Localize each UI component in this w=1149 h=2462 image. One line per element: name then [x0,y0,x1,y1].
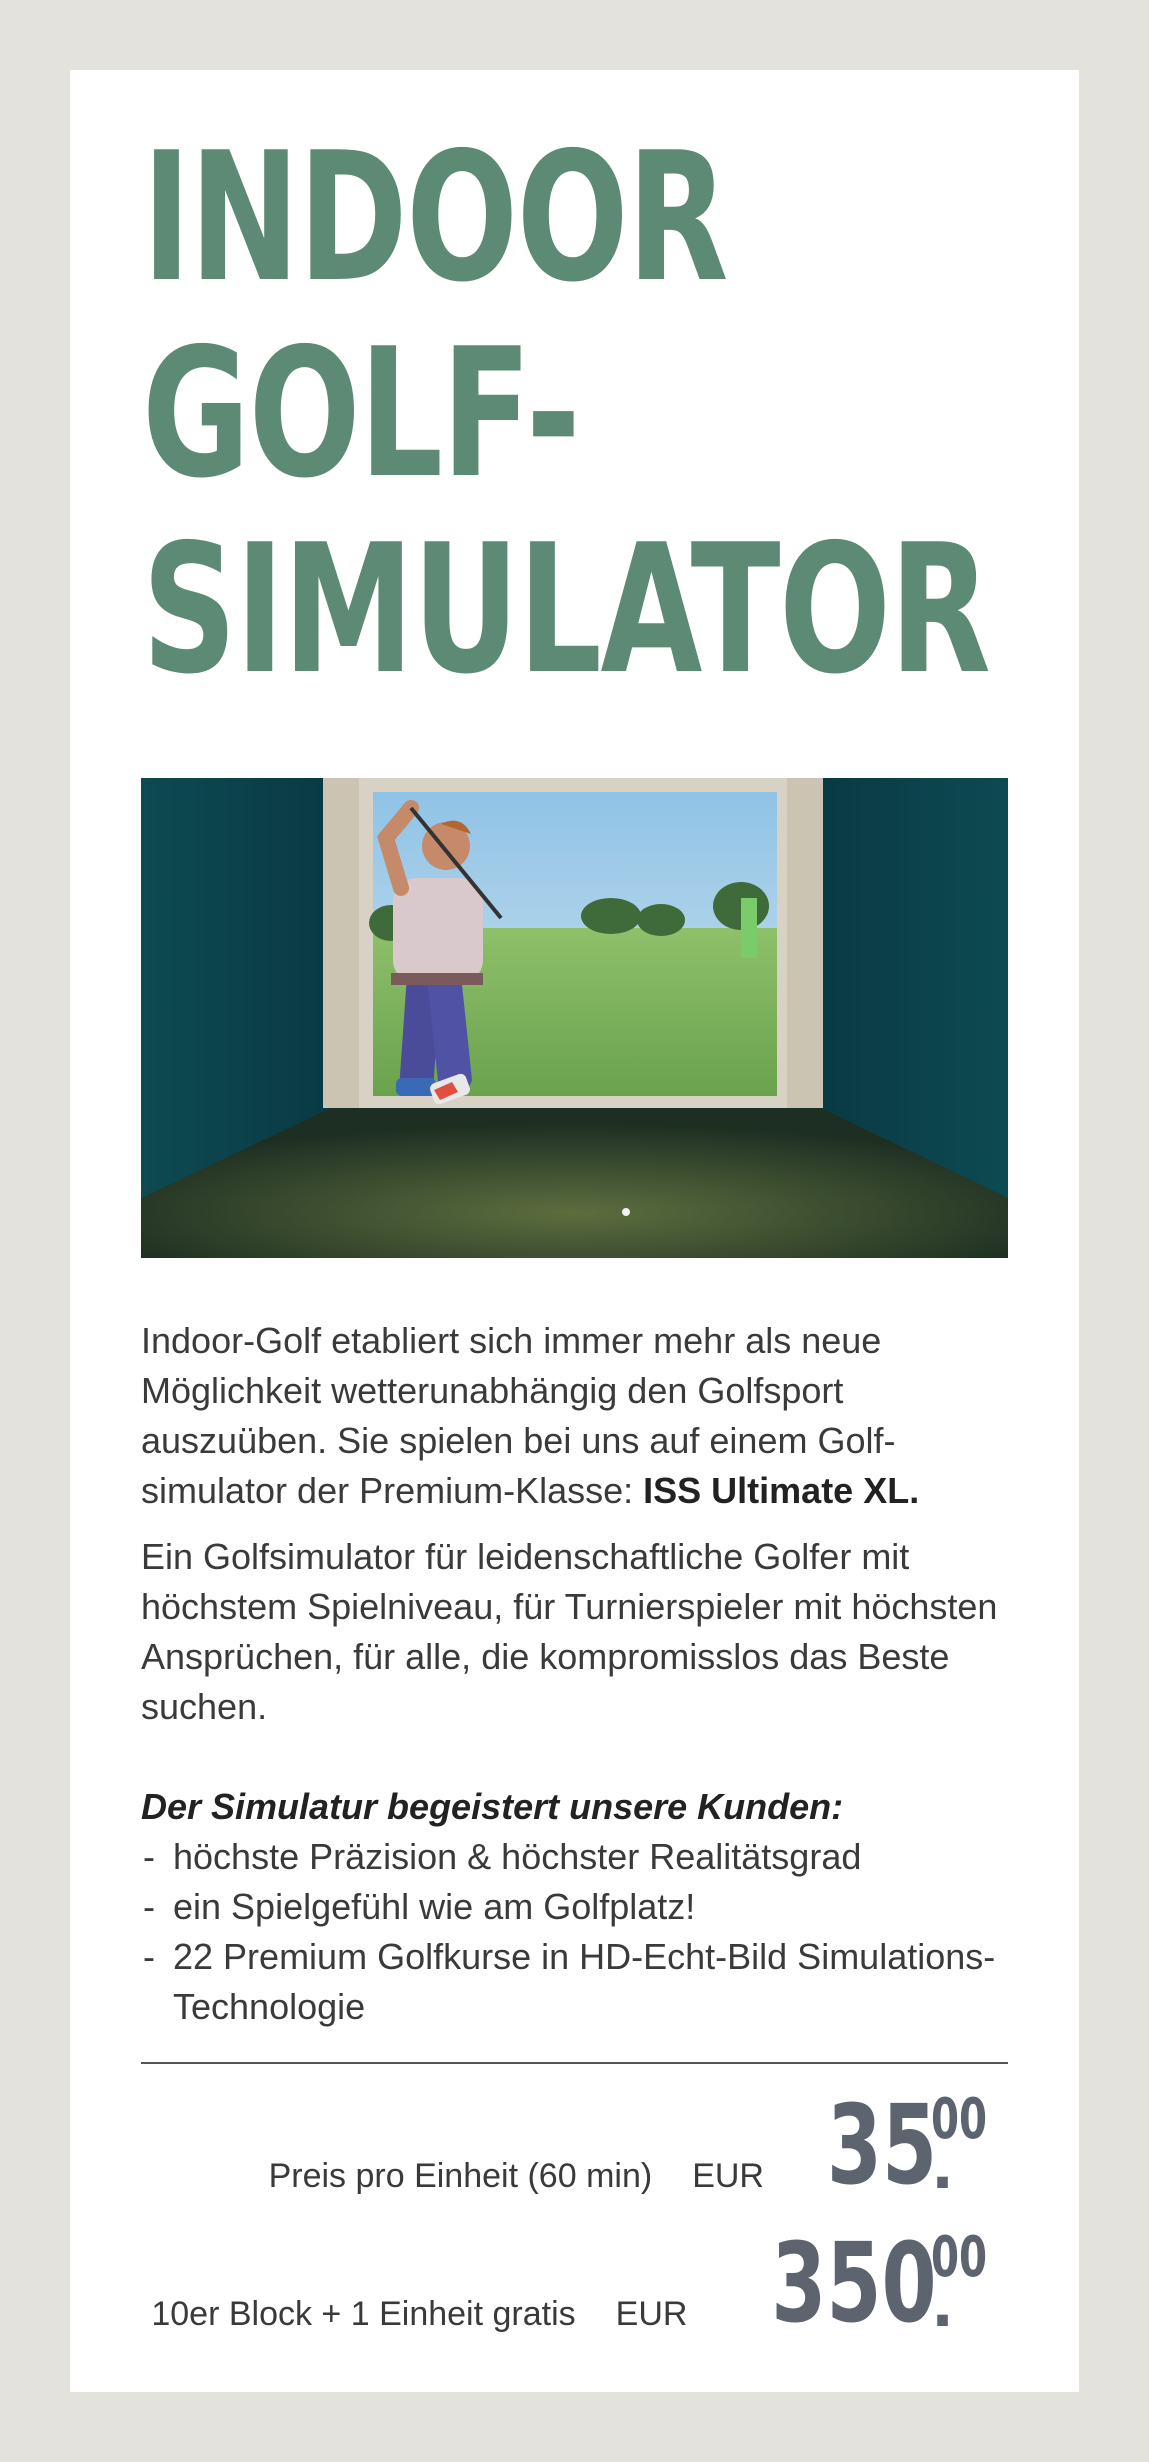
price-integer: 350 [771,2219,938,2347]
golf-simulator-illustration [141,778,1008,1258]
description-paragraph: Ein Golfsimulator für leidenschaftliche Golfer mit höchstem Spielniveau, für Turnierspieler mit höchsten Ansprüchen, für alle, die kompromisslos das Beste suchen. [141,1536,998,1727]
title-line: INDOOR [142,114,728,321]
features-heading: Der Simulatur begeistert unsere Kunden: [141,1786,844,1827]
list-item: - 22 Premium Golfkurse in HD-Echt-Bild Simulations-Technologie [141,1932,1021,2032]
flyer-card [70,70,1079,2392]
title-line: SIMULATOR [142,506,990,713]
intro-text: Indoor-Golf etabliert sich immer mehr als neue Möglichkeit wetterunabhängig den Golfsport auszuüben. Sie spielen bei uns auf einem Golf-simulator der Premium-Klasse: [141,1320,896,1511]
list-item: - höchste Präzision & höchster Realitätsgrad [141,1832,1021,1882]
price-currency: EUR [615,2295,688,2333]
golf-simulator-photo [141,778,1008,1258]
list-item: - ein Spielgefühl wie am Golfplatz! [141,1882,1021,1932]
price-currency: EUR [692,2157,764,2195]
price-decimals: 00 [931,2087,988,2152]
price-label: Preis pro Einheit (60 min) [268,2157,653,2195]
divider [141,2062,1008,2064]
price-dot: . [931,2271,954,2341]
intro-paragraph [141,1316,1021,1516]
price-row-block [151,2219,1009,2347]
page-title [142,114,1149,713]
price-decimals: 00 [931,2225,988,2290]
price-amount [707,2219,1009,2347]
price-integer: 35 [826,2081,938,2209]
features-list [141,1832,1021,2032]
price-row-single [268,2081,1009,2209]
product-name: ISS Ultimate XL. [643,1470,920,1511]
title-line: GOLF- [142,310,580,517]
price-dot: . [931,2133,954,2203]
price-amount [784,2081,1009,2209]
price-label: 10er Block + 1 Einheit gratis [151,2295,576,2333]
